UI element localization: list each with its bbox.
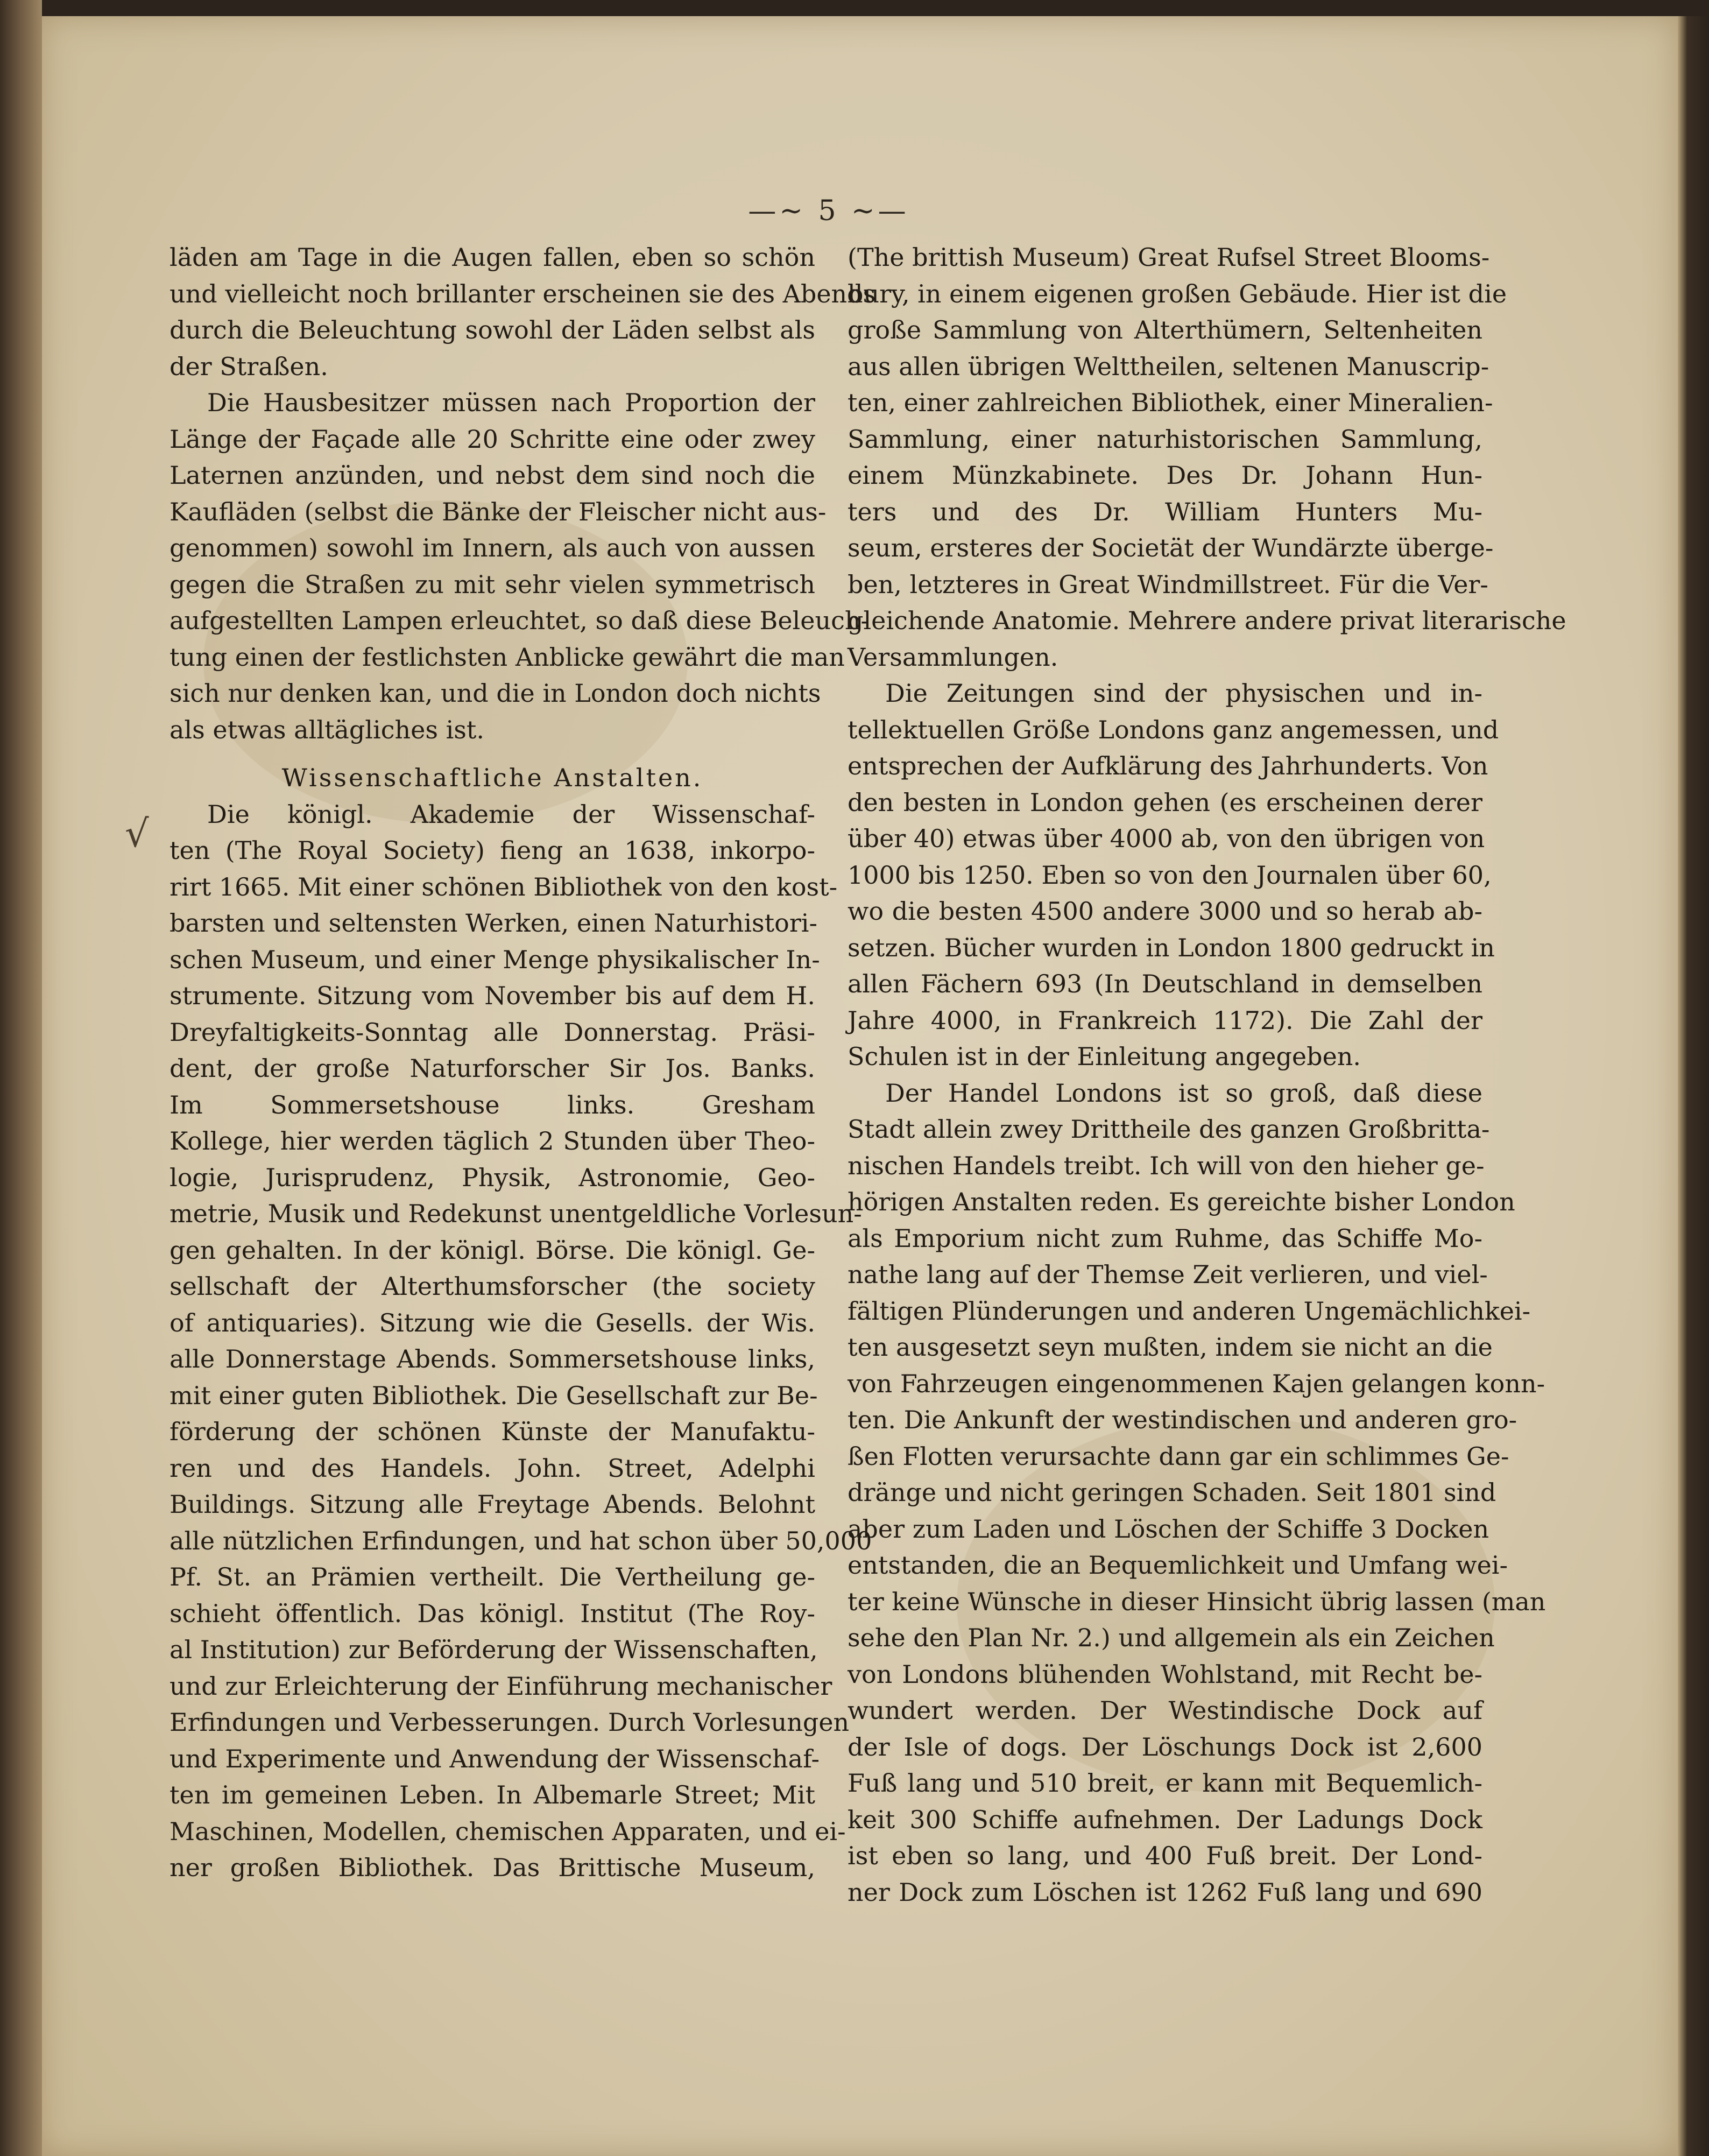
text-line: ist eben so lang, und 400 Fuß breit. Der Lond- — [848, 1841, 1482, 1870]
text-line: als Emporium nicht zum Ruhme, das Schiffe Mo- — [848, 1223, 1482, 1253]
text-line: Die Hausbesitzer müssen nach Proportion der — [207, 388, 815, 417]
text-line: durch die Beleuchtung sowohl der Läden selbst als — [170, 315, 815, 344]
text-line: große Sammlung von Alterthümern, Seltenheiten — [848, 315, 1482, 344]
text-line: ter keine Wünsche in dieser Hinsicht übrig lassen (man — [848, 1587, 1546, 1616]
text-line: den besten in London gehen (es erscheinen derer — [848, 787, 1482, 817]
text-line: Laternen anzünden, und nebst dem sind noch die — [170, 461, 815, 490]
text-line: Die königl. Akademie der Wissenschaf- — [207, 799, 815, 829]
text-line: Versammlungen. — [848, 642, 1058, 672]
text-line: genommen) sowohl im Innern, als auch von aussen — [170, 533, 815, 562]
right-text-column — [848, 239, 1566, 1911]
text-line: sich nur denken kan, und die in London doch nichts — [170, 679, 821, 708]
text-line: nischen Handels treibt. Ich will von den hieher ge- — [848, 1151, 1485, 1180]
text-line: ner Dock zum Löschen ist 1262 Fuß lang und 690 — [848, 1877, 1482, 1907]
text-line: einem Münzkabinete. Des Dr. Johann Hun- — [848, 461, 1482, 490]
text-line: der Straßen. — [170, 351, 328, 381]
text-line: von Fahrzeugen eingenommenen Kajen gelangen konn- — [848, 1369, 1545, 1398]
text-line: Sammlung, einer naturhistorischen Sammlung, — [848, 424, 1482, 454]
text-line: entstanden, die an Bequemlichkeit und Umfang wei- — [848, 1551, 1508, 1580]
text-line: mit einer guten Bibliothek. Die Gesellschaft zur Be- — [170, 1380, 818, 1410]
text-line: aber zum Laden und Löschen der Schiffe 3 Docken — [848, 1514, 1489, 1544]
text-line: aus allen übrigen Welttheilen, seltenen Manuscrip- — [848, 351, 1489, 381]
text-line: förderung der schönen Künste der Manufaktu- — [170, 1417, 815, 1446]
text-line: Jahre 4000, in Frankreich 1172). Die Zahl der — [848, 1005, 1482, 1035]
text-line: Im Sommersetshouse links. Gresham — [170, 1090, 815, 1119]
text-line: wundert werden. Der Westindische Dock auf — [848, 1696, 1482, 1725]
text-line: nathe lang auf der Themse Zeit verlieren, und viel- — [848, 1260, 1488, 1289]
text-line: strumente. Sitzung vom November bis auf dem H. — [170, 981, 815, 1010]
text-line: setzen. Bücher wurden in London 1800 gedruckt in — [848, 933, 1495, 962]
text-line: und Experimente und Anwendung der Wissenschaf- — [170, 1744, 820, 1773]
text-line: aufgestellten Lampen erleuchtet, so daß diese Beleuch- — [170, 606, 870, 635]
text-line: und vielleicht noch brillanter erscheinen sie des Abends — [170, 279, 876, 308]
text-line: dränge und nicht geringen Schaden. Seit 1801 sind — [848, 1478, 1496, 1507]
text-line: Schulen ist in der Einleitung angegeben. — [848, 1042, 1361, 1071]
text-line: ten im gemeinen Leben. In Albemarle Street; Mit — [170, 1780, 815, 1809]
text-line: dent, der große Naturforscher Sir Jos. Banks. — [170, 1054, 815, 1083]
text-line: gegen die Straßen zu mit sehr vielen symmetrisch — [170, 569, 815, 599]
page-right-edge — [1678, 16, 1709, 2156]
text-line: ters und des Dr. William Hunters Mu- — [848, 497, 1482, 526]
text-line: schieht öffentlich. Das königl. Institut (The Roy- — [170, 1598, 815, 1628]
text-line: und zur Erleichterung der Einführung mechanischer — [170, 1671, 832, 1701]
text-line: ten. Die Ankunft der westindischen und anderen gro- — [848, 1405, 1517, 1434]
left-text-column — [170, 239, 876, 1886]
text-line: wo die besten 4500 andere 3000 und so herab ab- — [848, 897, 1482, 926]
text-line: als etwas alltägliches ist. — [170, 715, 484, 744]
text-line: Fuß lang und 510 breit, er kann mit Bequemlich- — [848, 1769, 1482, 1798]
text-line: ben, letzteres in Great Windmillstreet. Für die Ver- — [848, 569, 1488, 599]
text-line: metrie, Musik und Redekunst unentgeldliche Vorlesun- — [170, 1199, 862, 1228]
text-line: ßen Flotten verursachte dann gar ein schlimmes Ge- — [848, 1441, 1509, 1471]
text-line: Länge der Façade alle 20 Schritte eine oder zwey — [170, 424, 815, 454]
text-line: schen Museum, und einer Menge physikalischer In- — [170, 945, 820, 974]
text-line: gleichende Anatomie. Mehrere andere privat literarische — [848, 606, 1566, 635]
margin-check-mark: √ — [125, 812, 149, 856]
text-line: tellektuellen Größe Londons ganz angemessen, und — [848, 715, 1499, 744]
text-line: Erfindungen und Verbesserungen. Durch Vorlesungen — [170, 1708, 850, 1737]
text-line: fältigen Plünderungen und anderen Ungemächlichkei- — [848, 1296, 1531, 1326]
text-line: Dreyfaltigkeits-Sonntag alle Donnerstag. Präsi- — [170, 1017, 815, 1047]
text-line: seum, ersteres der Societät der Wundärzte überge- — [848, 533, 1494, 562]
text-line: sehe den Plan Nr. 2.) und allgemein als ein Zeichen — [848, 1623, 1495, 1652]
text-line: Kollege, hier werden täglich 2 Stunden über Theo- — [170, 1126, 815, 1155]
text-line: ner großen Bibliothek. Das Brittische Museum, — [170, 1853, 815, 1882]
text-line: (The brittish Museum) Great Rufsel Street Blooms- — [848, 243, 1490, 272]
text-line: ten (The Royal Society) fieng an 1638, inkorpo- — [170, 836, 815, 865]
text-line: 1000 bis 1250. Eben so von den Journalen über 60, — [848, 860, 1492, 890]
text-line: über 40) etwas über 4000 ab, von den übrigen von — [848, 824, 1485, 853]
text-line: tung einen der festlichsten Anblicke gewährt die man — [170, 642, 845, 672]
text-line: Stadt allein zwey Drittheile des ganzen Großbritta- — [848, 1115, 1490, 1144]
book-spine-edge — [0, 0, 42, 2156]
text-line: Der Handel Londons ist so groß, daß diese — [885, 1078, 1482, 1108]
page-number-header: —~ 5 ~— — [748, 195, 909, 227]
text-line: alle nützlichen Erfindungen, und hat schon über 50,000 — [170, 1526, 872, 1555]
text-line: ten, einer zahlreichen Bibliothek, einer Mineralien- — [848, 388, 1493, 417]
text-line: bury, in einem eigenen großen Gebäude. Hier ist die — [848, 279, 1507, 308]
text-line: alle Donnerstage Abends. Sommersetshouse links, — [170, 1344, 815, 1373]
text-line: logie, Jurisprudenz, Physik, Astronomie, Geo- — [170, 1162, 815, 1192]
text-line: barsten und seltensten Werken, einen Naturhistori- — [170, 908, 818, 938]
text-line: hörigen Anstalten reden. Es gereichte bisher London — [848, 1187, 1515, 1216]
text-line: der Isle of dogs. Der Löschungs Dock ist 2,600 — [848, 1732, 1482, 1762]
text-line: ten ausgesetzt seyn mußten, indem sie nicht an die — [848, 1333, 1493, 1362]
text-line: of antiquaries). Sitzung wie die Gesells. der Wis. — [170, 1308, 815, 1337]
text-line: entsprechen der Aufklärung des Jahrhunderts. Von — [848, 751, 1488, 780]
text-line: Maschinen, Modellen, chemischen Apparaten, und ei- — [170, 1816, 846, 1846]
text-line: Die Zeitungen sind der physischen und in- — [885, 679, 1482, 708]
text-line: gen gehalten. In der königl. Börse. Die königl. Ge- — [170, 1235, 815, 1265]
text-line: al Institution) zur Beförderung der Wissenschaften, — [170, 1635, 818, 1664]
text-line: sellschaft der Alterthumsforscher (the society — [170, 1272, 815, 1301]
text-line: läden am Tage in die Augen fallen, eben so schön — [170, 243, 815, 272]
text-line: Pf. St. an Prämien vertheilt. Die Vertheilung ge- — [170, 1562, 815, 1591]
text-line: ren und des Handels. John. Street, Adelphi — [170, 1453, 815, 1483]
text-line: von Londons blühenden Wohlstand, mit Recht be- — [848, 1659, 1482, 1689]
text-line: Buildings. Sitzung alle Freytage Abends. Belohnt — [170, 1490, 815, 1519]
section-heading: Wissenschaftliche Anstalten. — [281, 763, 703, 792]
text-line: Kaufläden (selbst die Bänke der Fleischer nicht aus- — [170, 497, 827, 526]
text-line: allen Fächern 693 (In Deutschland in demselben — [848, 969, 1482, 998]
text-line: keit 300 Schiffe aufnehmen. Der Ladungs Dock — [848, 1805, 1482, 1834]
text-line: rirt 1665. Mit einer schönen Bibliothek von den kost- — [170, 872, 838, 901]
